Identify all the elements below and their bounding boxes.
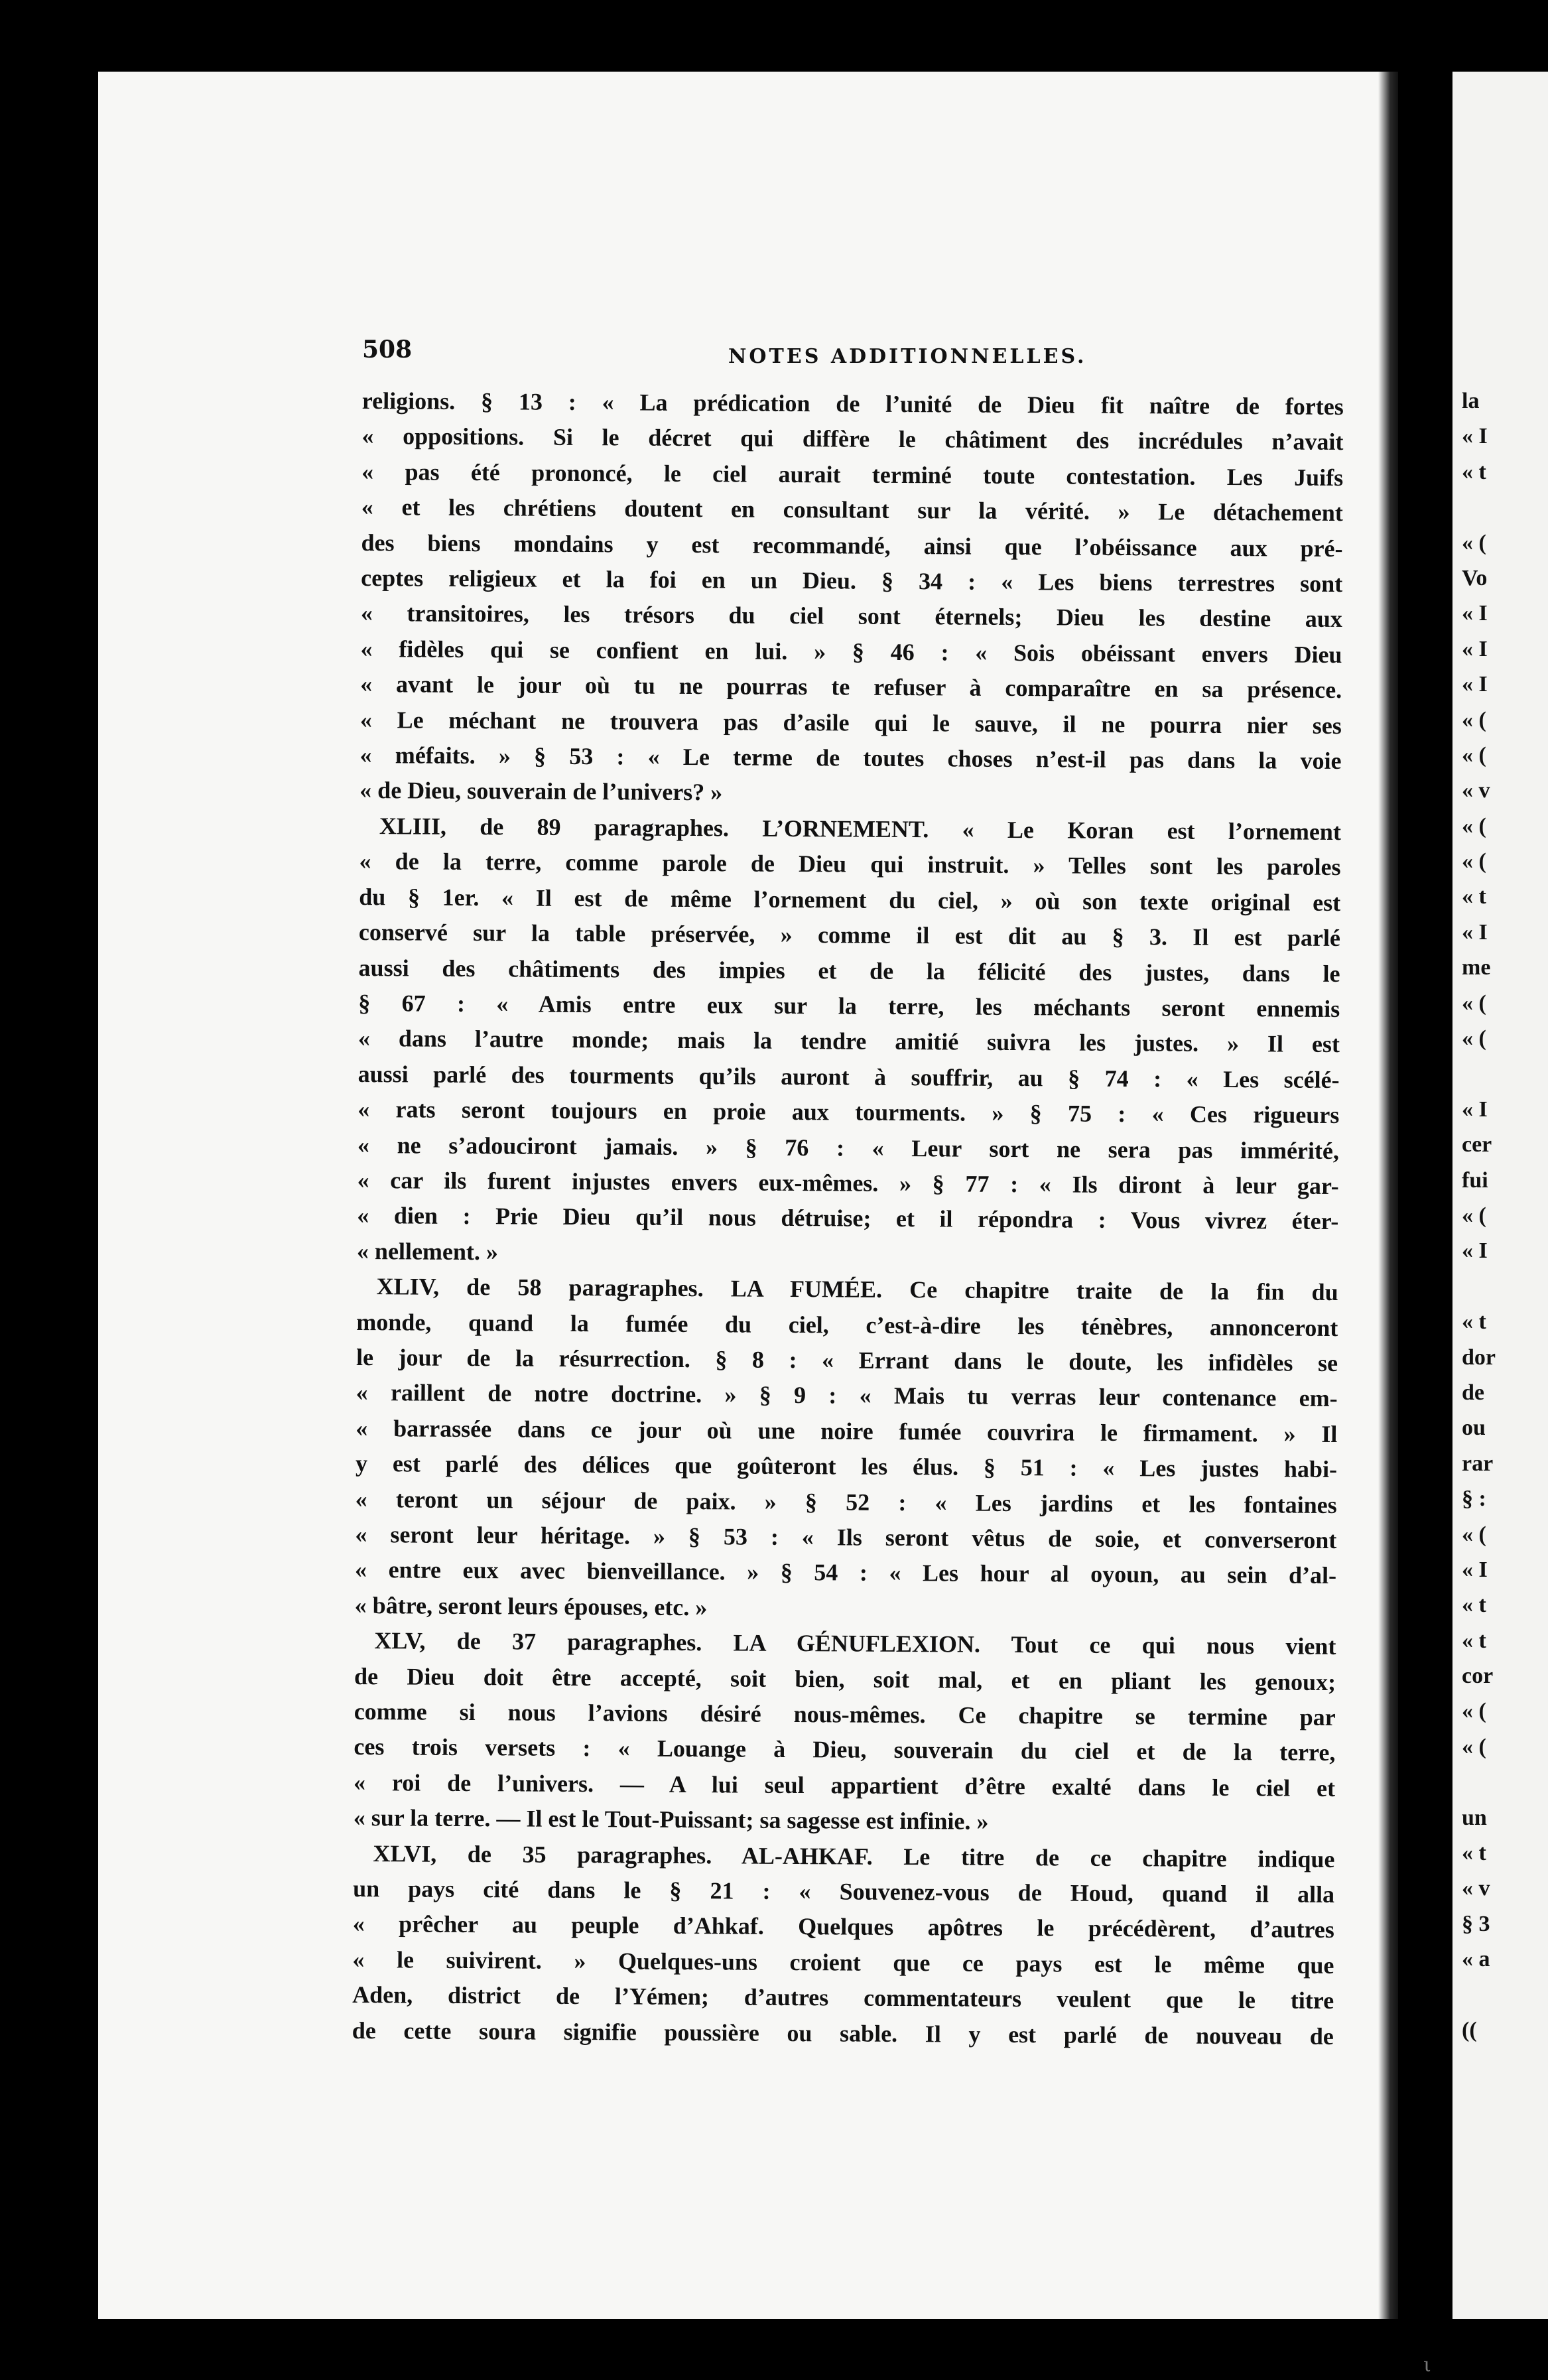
adjacent-page-fragment: § : <box>1462 1487 1486 1512</box>
book-page <box>98 72 1431 2377</box>
text-line: « ne s’adouciront jamais. » § 76 : « Leur sort ne sera pas immérité, <box>357 1131 1340 1164</box>
text-line: « de la terre, comme parole de Dieu qui instruit. » Telles sont les paroles <box>359 848 1341 881</box>
adjacent-page-fragment <box>1462 1764 1496 1800</box>
paragraph-heading-line: XLIII, de 89 paragraphes. L’ORNEMENT. « Le Koran est l’ornement <box>379 813 1342 845</box>
adjacent-page-fragment <box>1462 1269 1496 1304</box>
adjacent-page-fragment: « v <box>1462 1876 1490 1901</box>
text-line: religions. § 13 : « La prédication de l’unité de Dieu fit naître de fortes <box>361 387 1344 421</box>
adjacent-page-fragment: « ( <box>1462 742 1486 767</box>
text-line: « dien : Prie Dieu qu’il nous détruise; et il répondra : Vous vivrez éter- <box>357 1202 1339 1235</box>
text-line: comme si nous l’avions désiré nous-mêmes. Ce chapitre se termine par <box>354 1697 1336 1731</box>
adjacent-page-fragment: fui <box>1462 1167 1488 1193</box>
text-line: « entre eux avec bienveillance. » § 54 : « Les hour al oyoun, au sein d’al- <box>354 1556 1337 1589</box>
text-line: « fidèles qui se confient en lui. » § 46 : « Sois obéissant envers Dieu <box>360 635 1342 668</box>
adjacent-page-fragment <box>1462 1056 1496 1091</box>
text-line: « le suivirent. » Quelques-uns croient que ce pays est le même que <box>352 1946 1334 1979</box>
text-line: « roi de l’univers. — A lui seul appartient d’être exalté dans le ciel et <box>353 1768 1336 1802</box>
paragraph-heading-line: XLIV, de 58 paragraphes. LA FUMÉE. Ce chapitre traite de la fin du <box>376 1273 1338 1306</box>
adjacent-page-fragment: « ( <box>1462 1026 1486 1051</box>
adjacent-page-fragment <box>1462 1977 1496 2013</box>
text-line: « bâtre, seront leurs épouses, etc. » <box>354 1591 708 1621</box>
text-line: conservé sur la table préservée, » comme il est dit au § 3. Il est parlé <box>358 919 1341 952</box>
text-line: le jour de la résurrection. § 8 : « Errant dans le doute, les infidèles se <box>355 1343 1338 1376</box>
text-line: aussi des châtiments des impies et de la félicité des justes, dans le <box>358 954 1340 987</box>
adjacent-page-fragment <box>1462 490 1496 525</box>
adjacent-page-fragment: « I <box>1462 1557 1488 1582</box>
page-footer-mark: ι <box>1423 2353 1431 2377</box>
text-line: aussi parlé des tourments qu’ils auront à souffrir, au § 74 : « Les scélé- <box>357 1060 1340 1093</box>
adjacent-page-fragment: « I <box>1462 424 1488 449</box>
text-line: ces trois versets : « Louange à Dieu, souverain du ciel et de la terre, <box>354 1733 1336 1766</box>
text-line: « barrassée dans ce jour où une noire fumée couvrira le firmament. » Il <box>355 1414 1338 1447</box>
text-line: « méfaits. » § 53 : « Le terme de toutes choses n’est-il pas dans la voie <box>359 742 1342 775</box>
text-line: y est parlé des délices que goûteront les élus. § 51 : « Les justes habi- <box>355 1450 1338 1483</box>
text-line: « de Dieu, souverain de l’univers? » <box>359 777 723 806</box>
text-line: « pas été prononcé, le ciel aurait terminé toute contestation. Les Juifs <box>361 458 1344 491</box>
text-line: Aden, district de l’Yémen; d’autres commentateurs veulent que le titre <box>352 1981 1334 2015</box>
page-number: 508 <box>362 336 413 364</box>
text-line: « transitoires, les trésors du ciel sont éternels; Dieu les destine aux <box>360 600 1342 633</box>
adjacent-page-fragment: « ( <box>1462 990 1486 1016</box>
adjacent-page-fragment: me <box>1462 955 1491 980</box>
adjacent-page-fragment: un <box>1462 1805 1487 1830</box>
adjacent-page-fragment: « ( <box>1462 1699 1486 1724</box>
text-line: « dans l’autre monde; mais la tendre amitié suivra les justes. » Il est <box>357 1025 1340 1058</box>
adjacent-page-fragment: « ( <box>1462 813 1486 838</box>
text-line: « teront un séjour de paix. » § 52 : « Les jardins et les fontaines <box>355 1485 1337 1518</box>
adjacent-page-fragment: la <box>1462 389 1480 413</box>
adjacent-page-fragment: « t <box>1462 1841 1486 1866</box>
paragraph-heading-line: XLV, de 37 paragraphes. LA GÉNUFLEXION. Tout ce qui nous vient <box>374 1627 1336 1660</box>
text-line: « car ils furent injustes envers eux-mêmes. » § 77 : « Ils diront à leur gar- <box>357 1166 1339 1199</box>
adjacent-page-fragment: « I <box>1462 672 1488 697</box>
adjacent-page-fragment: « t <box>1462 1628 1486 1653</box>
adjacent-page-fragment: « I <box>1462 1238 1488 1264</box>
paragraph-heading-line: XLVI, de 35 paragraphes. AL-AHKAF. Le titre de ce chapitre indique <box>373 1839 1335 1873</box>
adjacent-page-fragment: « ( <box>1462 849 1486 874</box>
adjacent-page-fragment: cer <box>1462 1132 1492 1157</box>
text-line: « seront leur héritage. » § 53 : « Ils seront vêtus de soie, et converseront <box>355 1520 1337 1554</box>
text-line: des biens mondains y est recommandé, ainsi que l’obéissance aux pré- <box>361 529 1343 562</box>
adjacent-page-fragment: dor <box>1462 1345 1496 1370</box>
text-line: un pays cité dans le § 21 : « Souvenez-vous de Houd, quand il alla <box>353 1875 1335 1908</box>
adjacent-page-fragment: rar <box>1462 1451 1494 1476</box>
adjacent-page-fragment: « v <box>1462 778 1490 803</box>
adjacent-page-fragment: (( <box>1462 2017 1477 2042</box>
adjacent-page-fragment: ou <box>1462 1416 1486 1441</box>
text-line: « nellement. » <box>356 1237 499 1266</box>
body-text <box>352 383 1344 2054</box>
adjacent-page-fragment: § 3 <box>1462 1911 1490 1936</box>
adjacent-page-fragment: « I <box>1462 601 1488 626</box>
text-line: « raillent de notre doctrine. » § 9 : « Mais tu verras leur contenance em- <box>355 1379 1338 1412</box>
adjacent-page-edge <box>1452 72 1548 2319</box>
text-line: de Dieu doit être accepté, soit bien, soit mal, et en pliant les genoux; <box>354 1662 1336 1695</box>
text-line: « et les chrétiens doutent en consultant sur la vérité. » Le détachement <box>361 494 1343 527</box>
adjacent-page-fragment: « I <box>1462 1096 1488 1122</box>
text-line: « sur la terre. — Il est le Tout-Puissant; sa sagesse est infinie. » <box>353 1804 989 1835</box>
adjacent-page-fragment: « I <box>1462 919 1488 945</box>
adjacent-page-fragment: « t <box>1462 884 1486 909</box>
text-line: du § 1er. « Il est de même l’ornement du ciel, » où son texte original est <box>359 883 1341 916</box>
adjacent-page-text <box>1462 383 1496 2048</box>
text-line: § 67 : « Amis entre eux sur la terre, les méchants seront ennemis <box>358 989 1340 1022</box>
text-line: « avant le jour où tu ne pourras te refuser à comparaître en sa présence. <box>360 671 1342 704</box>
adjacent-page-fragment: « ( <box>1462 1522 1486 1547</box>
text-line: « rats seront toujours en proie aux tourments. » § 75 : « Ces rigueurs <box>357 1096 1340 1129</box>
text-line: de cette soura signifie poussière ou sable. Il y est parlé de nouveau de <box>352 2016 1334 2050</box>
adjacent-page-fragment: « a <box>1462 1947 1490 1972</box>
text-line: ceptes religieux et la foi en un Dieu. § 34 : « Les biens terrestres sont <box>361 564 1343 598</box>
page-header <box>362 336 1344 375</box>
text-line: « Le méchant ne trouvera pas d’asile qui le sauve, il ne pourra nier ses <box>359 706 1342 739</box>
adjacent-page-fragment: « ( <box>1462 707 1486 732</box>
adjacent-page-fragment: Vo <box>1462 565 1488 590</box>
adjacent-page-fragment: « t <box>1462 1593 1486 1618</box>
text-line: monde, quand la fumée du ciel, c’est-à-dire les ténèbres, annonceront <box>356 1308 1338 1341</box>
adjacent-page-fragment: cor <box>1462 1664 1494 1689</box>
text-line: « oppositions. Si le décret qui diffère le châtiment des incrédules n’avait <box>361 423 1344 456</box>
adjacent-page-fragment: de <box>1462 1380 1484 1405</box>
adjacent-page-fragment: « t <box>1462 459 1486 484</box>
adjacent-page-fragment: « I <box>1462 636 1488 661</box>
adjacent-page-fragment: « ( <box>1462 530 1486 555</box>
adjacent-page-fragment: « ( <box>1462 1734 1486 1759</box>
text-line: « prêcher au peuple d’Ahkaf. Quelques apôtres le précédèrent, d’autres <box>352 1910 1334 1944</box>
adjacent-page-fragment: « t <box>1462 1309 1486 1335</box>
running-head: NOTES ADDITIONNELLES. <box>728 345 1087 368</box>
adjacent-page-fragment: « ( <box>1462 1203 1486 1228</box>
